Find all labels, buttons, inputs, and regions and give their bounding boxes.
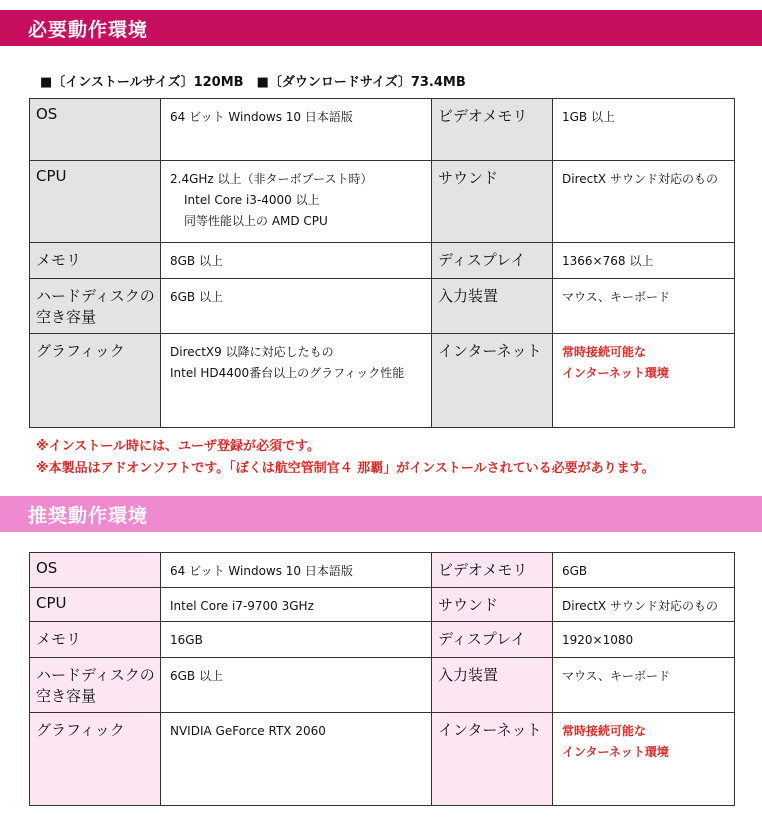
spec-label: サウンド: [432, 588, 553, 622]
spec-label: ハードディスクの空き容量: [30, 658, 161, 713]
spec-value: [553, 99, 735, 161]
recommended-section-title: 推奨動作環境: [28, 505, 149, 527]
recommended-section-banner: [0, 496, 762, 532]
required-section-title: 必要動作環境: [28, 19, 149, 41]
spec-value-line: 1920×1080: [562, 633, 634, 647]
spec-label: ハードディスクの空き容量: [30, 279, 161, 334]
spec-value-line: Intel HD4400番台以上のグラフィック性能: [170, 366, 405, 380]
spec-label: CPU: [30, 588, 161, 622]
spec-label: 入力装置: [432, 658, 553, 713]
spec-value: [161, 279, 432, 334]
spec-value-line: 2.4GHz 以上（非ターボブースト時）: [170, 172, 373, 186]
spec-row: [30, 622, 735, 658]
spec-value-line: DirectX サウンド対応のもの: [562, 172, 718, 186]
spec-label: メモリ: [30, 622, 161, 658]
spec-row: [30, 713, 735, 806]
spec-value: [161, 161, 432, 243]
spec-value: [553, 658, 735, 713]
spec-label: サウンド: [432, 161, 553, 243]
spec-value-line: 同等性能以上の AMD CPU: [184, 214, 328, 228]
spec-value-line: Intel Core i3-4000 以上: [184, 193, 320, 207]
install-size-info: ■〔インストールサイズ〕120MB ■〔ダウンロードサイズ〕73.4MB: [40, 75, 466, 90]
spec-value: [161, 588, 432, 622]
spec-value-line: Intel Core i7-9700 3GHz: [170, 599, 314, 613]
required-section-banner: [0, 10, 762, 46]
spec-value-line: 常時接続可能な: [562, 724, 647, 738]
spec-value-line: 6GB 以上: [170, 290, 223, 304]
recommended-spec-table: [29, 552, 735, 806]
spec-label: グラフィック: [30, 334, 161, 428]
spec-value-line: インターネット環境: [562, 366, 669, 380]
spec-label: CPU: [30, 161, 161, 243]
spec-value: [161, 334, 432, 428]
spec-label: インターネット: [432, 713, 553, 806]
spec-label: ディスプレイ: [432, 622, 553, 658]
note-addon: ※本製品はアドオンソフトです。「ぼくは航空管制官４ 那覇」がインストールされている必要があります。: [36, 461, 655, 476]
notes: [36, 436, 655, 480]
spec-value: [553, 713, 735, 806]
spec-value: [161, 658, 432, 713]
spec-value-line: 常時接続可能な: [562, 345, 647, 359]
spec-value: [161, 713, 432, 806]
spec-value: [161, 243, 432, 279]
spec-value: [161, 99, 432, 161]
spec-value-line: インターネット環境: [562, 745, 669, 759]
spec-value-line: マウス、キーボード: [562, 290, 671, 304]
spec-value: [553, 161, 735, 243]
spec-row: [30, 243, 735, 279]
spec-row: [30, 161, 735, 243]
spec-label: ディスプレイ: [432, 243, 553, 279]
spec-value: [161, 553, 432, 588]
spec-label: OS: [30, 553, 161, 588]
spec-value-line: 6GB 以上: [170, 669, 223, 683]
spec-row: [30, 658, 735, 713]
spec-label: ビデオメモリ: [432, 99, 553, 161]
spec-value: [553, 553, 735, 588]
spec-row: [30, 279, 735, 334]
spec-row: [30, 334, 735, 428]
spec-value-line: 16GB: [170, 633, 203, 647]
spec-value-line: DirectX サウンド対応のもの: [562, 599, 718, 613]
spec-label: OS: [30, 99, 161, 161]
spec-value-line: 8GB 以上: [170, 254, 223, 268]
spec-value-line: 6GB: [562, 564, 588, 578]
spec-value-line: DirectX9 以降に対応したもの: [170, 345, 334, 359]
note-registration: ※インストール時には、ユーザ登録が必須です。: [36, 439, 320, 454]
required-spec-table: [29, 98, 735, 428]
spec-row: [30, 588, 735, 622]
spec-value-line: 64 ビット Windows 10 日本語版: [170, 564, 353, 578]
spec-label: インターネット: [432, 334, 553, 428]
spec-row: [30, 553, 735, 588]
spec-value: [553, 243, 735, 279]
spec-label: ビデオメモリ: [432, 553, 553, 588]
spec-value: [553, 622, 735, 658]
spec-value-line: 1GB 以上: [562, 110, 615, 124]
spec-value-line: マウス、キーボード: [562, 669, 671, 683]
spec-label: グラフィック: [30, 713, 161, 806]
spec-value: [161, 622, 432, 658]
spec-value: [553, 334, 735, 428]
spec-value-line: NVIDIA GeForce RTX 2060: [170, 724, 326, 738]
spec-value: [553, 588, 735, 622]
spec-value-line: 1366×768 以上: [562, 254, 654, 268]
spec-label: メモリ: [30, 243, 161, 279]
spec-row: [30, 99, 735, 161]
spec-value: [553, 279, 735, 334]
spec-value-line: 64 ビット Windows 10 日本語版: [170, 110, 353, 124]
spec-label: 入力装置: [432, 279, 553, 334]
